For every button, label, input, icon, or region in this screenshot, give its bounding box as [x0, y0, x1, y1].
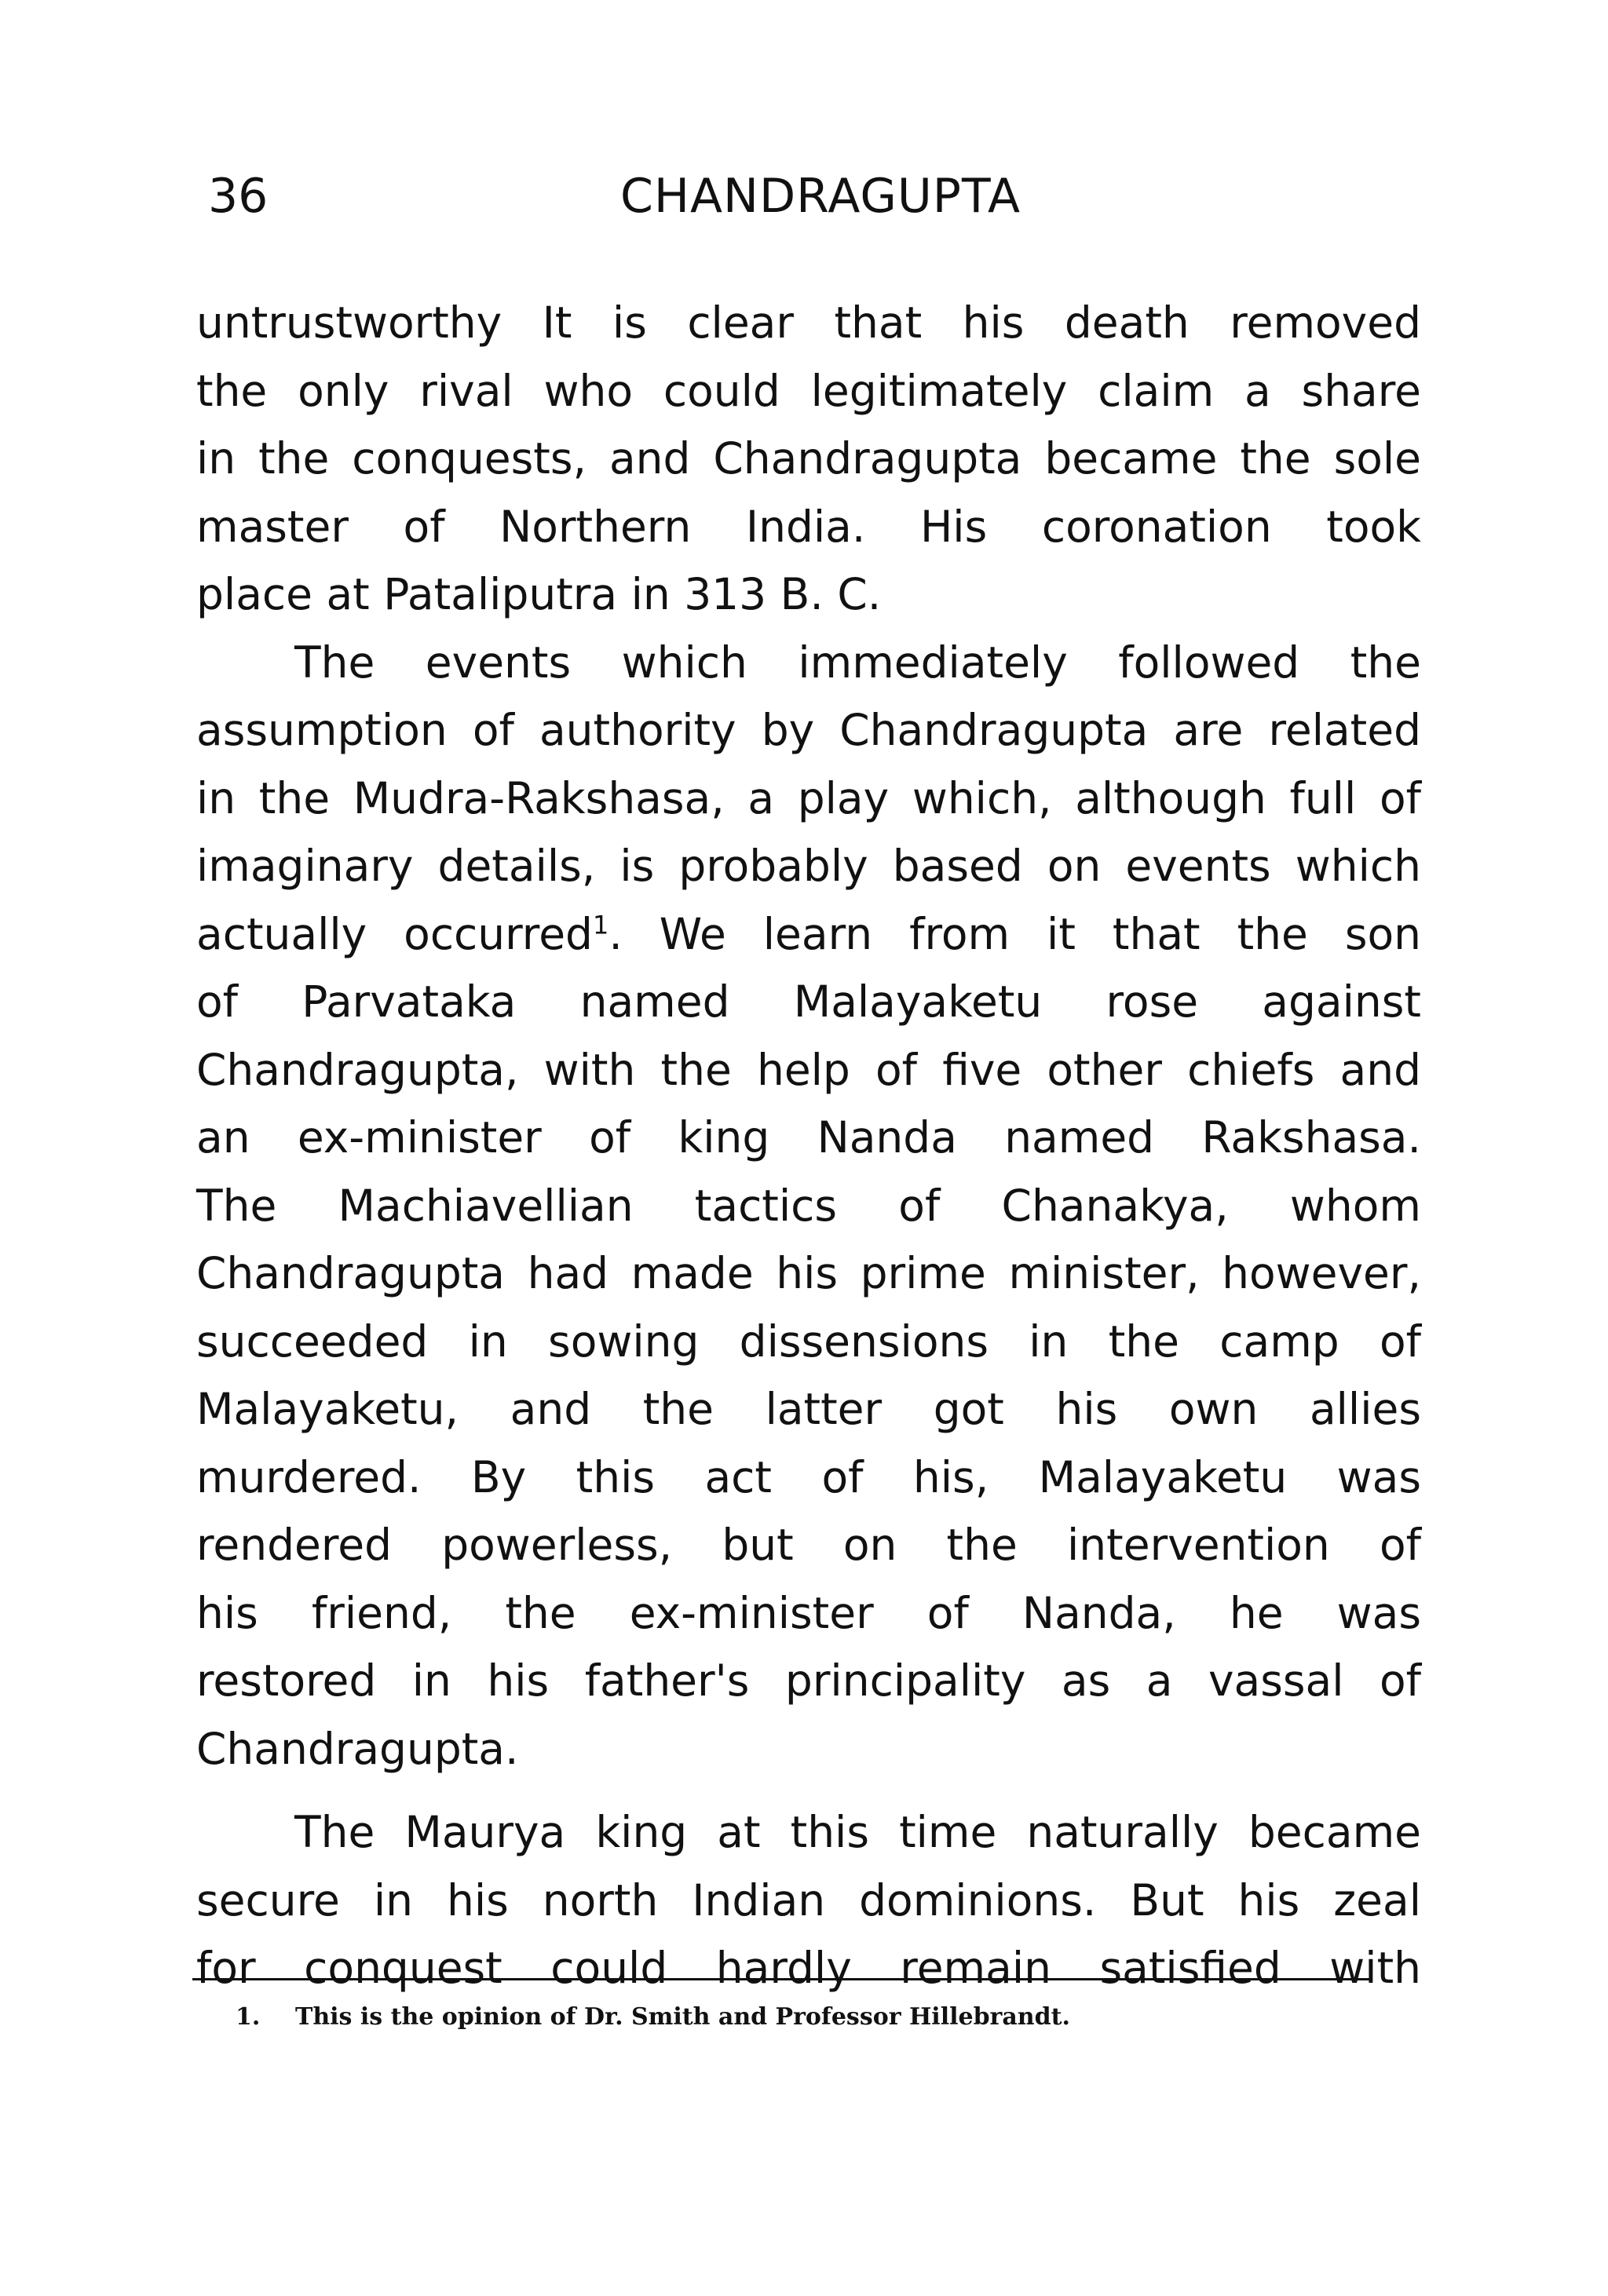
text-line: in the Mudra-Rakshasa, a play which, although full of [196, 772, 1421, 823]
text-line: for conquest could hardly remain satisfied with [196, 1943, 1421, 1993]
text-line: assumption of authority by Chandragupta are related [196, 705, 1421, 755]
page-number: 36 [208, 169, 269, 224]
footnote-reference: 1 [592, 910, 609, 940]
text-line: in the conquests, and Chandragupta became the sole [196, 433, 1421, 484]
footnote-divider [192, 1978, 1370, 1980]
text-line: restored in his father's principality as a vassal of [196, 1655, 1421, 1706]
text-line: place at Pataliputra in 313 B. C. [196, 569, 882, 619]
paragraph-1 [196, 289, 1421, 629]
text-line: an ex-minister of king Nanda named Rakshasa. [196, 1112, 1421, 1163]
text-line: untrustworthy It is clear that his death removed [196, 297, 1421, 348]
text-line: rendered powerless, but on the intervention of [196, 1520, 1421, 1570]
text-line: The Machiavellian tactics of Chanakya, whom [196, 1180, 1421, 1231]
footnote-text: This is the opinion of Dr. Smith and Professor Hillebrandt. [295, 2003, 1070, 2031]
text-line: The Maurya king at this time naturally became [294, 1807, 1421, 1857]
paragraph-2 [196, 629, 1421, 1783]
text-line: succeeded in sowing dissensions in the camp of [196, 1316, 1421, 1367]
text-line: of Parvataka named Malayaketu rose against [196, 976, 1421, 1027]
text-line: the only rival who could legitimately claim a share [196, 365, 1421, 416]
text-line: secure in his north Indian dominions. But his zeal [196, 1874, 1421, 1926]
text-line: murdered. By this act of his, Malayaketu was [196, 1451, 1421, 1502]
text-line: The events which immediately followed the [294, 637, 1421, 688]
paragraph-spacer [196, 1783, 1421, 1798]
text-line: his friend, the ex-minister of Nanda, he was [196, 1587, 1421, 1638]
text-line: Chandragupta, with the help of five other chiefs and [196, 1044, 1421, 1095]
footnote-marker: 1. [236, 2003, 261, 2031]
body-text [196, 289, 1421, 2002]
text-line: Chandragupta had made his prime minister, however, [196, 1248, 1421, 1298]
running-head: CHANDRAGUPTA [620, 169, 1021, 224]
paragraph-3 [196, 1798, 1421, 2002]
text-line-with-footnote [196, 900, 1421, 969]
footnote [236, 2000, 1413, 2035]
text-line: Malayaketu, and the latter got his own allies [196, 1384, 1421, 1434]
text-segment: . We learn from it that the son [608, 908, 1421, 959]
text-line: imaginary details, is probably based on events which [196, 841, 1421, 891]
text-segment: actually occurred [196, 908, 593, 959]
page-header [200, 161, 1425, 232]
text-line: master of Northern India. His coronation took [196, 501, 1421, 552]
text-line: Chandragupta. [196, 1723, 519, 1774]
